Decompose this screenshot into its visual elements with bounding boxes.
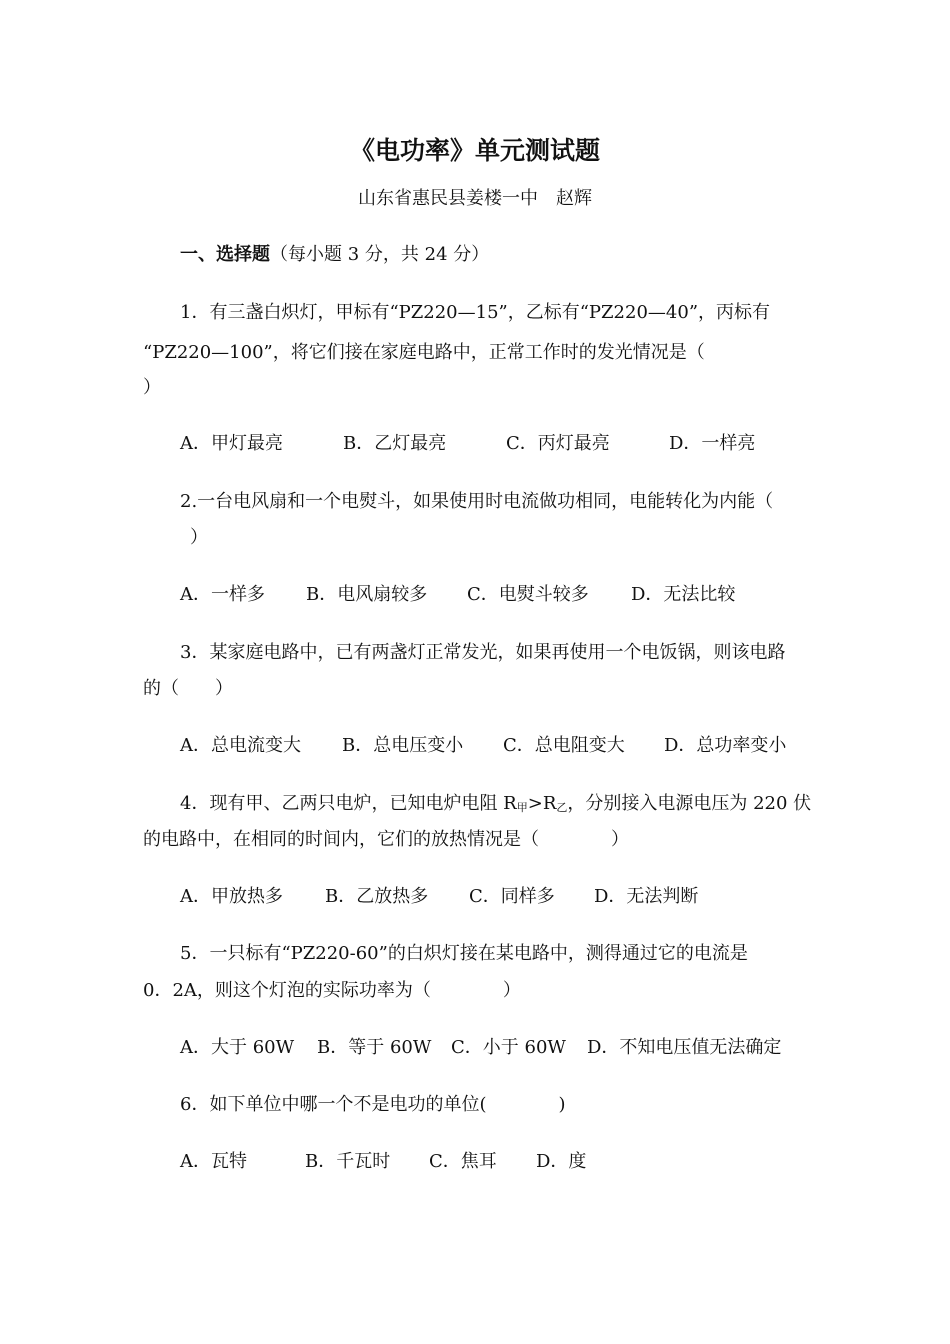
question-6-option-d: D．度 [536,1151,587,1172]
question-5-line-1: 5．一只标有“PZ220-60”的白炽灯接在某电路中，测得通过它的电流是 [180,943,748,964]
section-title: 一、选择题 [180,244,270,265]
section-heading [180,244,489,266]
question-3-option-d: D．总功率变小 [664,735,787,756]
question-1-line-1: 1．有三盏白炽灯，甲标有“PZ220—15”，乙标有“PZ220—40”，丙标有 [180,302,771,323]
question-2-line-2: ） [190,527,208,548]
question-5-line-2: 0．2A，则这个灯泡的实际功率为（ ） [143,980,521,1001]
document-title: 《电功率》单元测试题 [349,136,600,165]
question-5-option-c: C．小于 60W [451,1037,566,1058]
question-2-option-b: B．电风扇较多 [306,584,428,605]
author-line: 山东省惠民县姜楼一中 赵辉 [358,188,592,209]
question-6-option-b: B．千瓦时 [305,1151,391,1172]
question-2-option-d: D．无法比较 [631,584,736,605]
question-1-line-3: ） [143,377,161,398]
question-2-option-a: A．一样多 [180,584,265,605]
question-1-option-a: A．甲灯最亮 [180,433,283,454]
question-3-line-2: 的（ ） [143,678,233,699]
question-4-text-b: >R [527,793,557,814]
question-4-line-1 [180,793,811,819]
question-1-option-c: C．丙灯最亮 [506,433,610,454]
question-1-option-b: B．乙灯最亮 [343,433,447,454]
question-4-option-a: A．甲放热多 [180,886,283,907]
question-4-option-d: D．无法判断 [594,886,699,907]
question-1-option-d: D．一样亮 [669,433,756,454]
question-6-option-a: A．瓦特 [180,1151,247,1172]
subscript-jia: 甲 [516,801,528,814]
question-4-text-c: ，分别接入电源电压为 220 伏 [567,793,812,814]
question-1-line-2: “PZ220—100”，将它们接在家庭电路中，正常工作时的发光情况是（ [143,342,705,363]
subscript-yi: 乙 [556,801,568,814]
question-3-option-b: B．总电压变小 [342,735,464,756]
question-4-line-2: 的电路中，在相同的时间内，它们的放热情况是（ ） [143,829,629,850]
question-3-option-c: C．总电阻变大 [503,735,625,756]
question-5-option-b: B．等于 60W [317,1037,432,1058]
question-4-option-c: C．同样多 [469,886,555,907]
question-2-line-1: 2.一台电风扇和一个电熨斗，如果使用时电流做功相同，电能转化为内能（ [180,491,774,512]
question-4-text-a: 4．现有甲、乙两只电炉，已知电炉电阻 R [180,793,517,814]
question-2-option-c: C．电熨斗较多 [467,584,589,605]
question-3-line-1: 3．某家庭电路中，已有两盏灯正常发光，如果再使用一个电饭锅，则该电路 [180,642,786,663]
section-note: （每小题 3 分，共 24 分） [270,244,490,265]
question-5-option-d: D．不知电压值无法确定 [587,1037,782,1058]
question-4-option-b: B．乙放热多 [325,886,429,907]
question-3-option-a: A．总电流变大 [180,735,301,756]
question-5-option-a: A．大于 60W [180,1037,295,1058]
question-6-option-c: C．焦耳 [429,1151,497,1172]
question-6-line-1: 6．如下单位中哪一个不是电功的单位( ) [180,1094,566,1115]
